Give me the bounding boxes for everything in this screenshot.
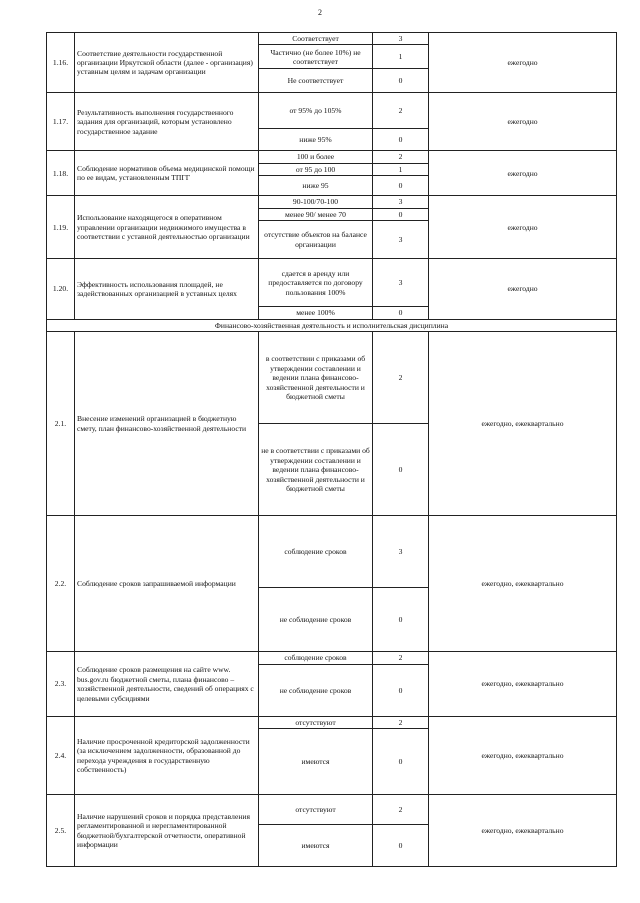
condition-cell: имеются — [259, 825, 373, 867]
condition-cell: менее 90/ менее 70 — [259, 208, 373, 220]
score-cell: 0 — [373, 664, 429, 716]
criteria-table — [46, 32, 617, 867]
score-cell: 3 — [373, 33, 429, 45]
score-cell: 3 — [373, 196, 429, 208]
criterion-number: 2.5. — [47, 795, 75, 867]
condition-cell: ниже 95% — [259, 129, 373, 151]
condition-cell: Частично (не более 10%) не соответствует — [259, 45, 373, 69]
score-cell: 2 — [373, 652, 429, 664]
criterion-name: Использование находящегося в оперативном управлении организации недвижимого имущества в соответствии с уставной деятельностью организации — [75, 196, 259, 259]
condition-cell: имеются — [259, 729, 373, 795]
score-cell: 2 — [373, 332, 429, 424]
criterion-name: Соблюдение сроков запрашиваемой информации — [75, 516, 259, 652]
frequency-cell: ежегодно, ежеквартально — [429, 716, 617, 794]
condition-cell: менее 100% — [259, 307, 373, 319]
score-cell: 3 — [373, 516, 429, 588]
score-cell: 3 — [373, 259, 429, 307]
condition-cell: отсутствие объектов на балансе организации — [259, 221, 373, 259]
table-row — [47, 516, 617, 588]
condition-cell: сдается в аренду или предоставляется по договору пользования 100% — [259, 259, 373, 307]
score-cell: 0 — [373, 729, 429, 795]
condition-cell: ниже 95 — [259, 176, 373, 196]
criterion-number: 1.17. — [47, 93, 75, 151]
criterion-number: 1.18. — [47, 151, 75, 196]
score-cell: 0 — [373, 69, 429, 93]
condition-cell: 100 и более — [259, 151, 373, 163]
score-cell: 2 — [373, 795, 429, 825]
score-cell: 2 — [373, 151, 429, 163]
frequency-cell: ежегодно — [429, 93, 617, 151]
criterion-name: Внесение изменений организацией в бюджетную смету, план финансово-хозяйственной деятельности — [75, 332, 259, 516]
condition-cell: соблюдение сроков — [259, 652, 373, 664]
condition-cell: Не соответствует — [259, 69, 373, 93]
condition-cell: отсутствуют — [259, 795, 373, 825]
condition-cell: в соответствии с приказами об утверждении составлении и ведении плана финансово-хозяйственной деятельности и бюджетной сметы — [259, 332, 373, 424]
score-cell: 1 — [373, 163, 429, 175]
score-cell: 2 — [373, 716, 429, 728]
criterion-name: Наличие просроченной кредиторской задолженности (за исключением задолженности, образованной до перехода учреждения в государственную собственность) — [75, 716, 259, 794]
table-row — [47, 93, 617, 129]
criterion-name: Эффективность использования площадей, не задействованных организацией в уставных целях — [75, 259, 259, 319]
score-cell: 1 — [373, 45, 429, 69]
criterion-number: 1.20. — [47, 259, 75, 319]
table-row — [47, 716, 617, 728]
score-cell: 2 — [373, 93, 429, 129]
criterion-name: Соответствие деятельности государственной организации Иркутской области (далее - организация) уставным целям и задачам организации — [75, 33, 259, 93]
condition-cell: не соблюдение сроков — [259, 588, 373, 652]
frequency-cell: ежегодно, ежеквартально — [429, 652, 617, 716]
criterion-number: 2.3. — [47, 652, 75, 716]
criterion-number: 2.4. — [47, 716, 75, 794]
frequency-cell: ежегодно — [429, 33, 617, 93]
criterion-name: Результативность выполнения государственного задания для организаций, которым установлено государственное задание — [75, 93, 259, 151]
condition-cell: не в соответствии с приказами об утверждении составлении и ведении плана финансово-хозяйственной деятельности и бюджетной сметы — [259, 424, 373, 516]
page-number: 2 — [318, 8, 322, 17]
score-cell: 0 — [373, 208, 429, 220]
table-row — [47, 652, 617, 664]
score-cell: 0 — [373, 129, 429, 151]
criterion-number: 1.19. — [47, 196, 75, 259]
section-row — [47, 319, 617, 331]
criterion-number: 1.16. — [47, 33, 75, 93]
frequency-cell: ежегодно — [429, 196, 617, 259]
frequency-cell: ежегодно, ежеквартально — [429, 795, 617, 867]
table-row — [47, 332, 617, 424]
condition-cell: не соблюдение сроков — [259, 664, 373, 716]
criterion-name: Соблюдение нормативов объема медицинской помощи по ее видам, установленным ТПГГ — [75, 151, 259, 196]
score-cell: 0 — [373, 307, 429, 319]
condition-cell: от 95% до 105% — [259, 93, 373, 129]
table-row — [47, 33, 617, 45]
table-row — [47, 151, 617, 163]
frequency-cell: ежегодно, ежеквартально — [429, 516, 617, 652]
criterion-number: 2.2. — [47, 516, 75, 652]
criterion-number: 2.1. — [47, 332, 75, 516]
criterion-name: Соблюдение сроков размещения на сайте www. bus.gov.ru бюджетной сметы, плана финансово – хозяйственной деятельности, сведений об операциях с целевыми субсидиями — [75, 652, 259, 716]
score-cell: 0 — [373, 588, 429, 652]
criterion-name: Наличие нарушений сроков и порядка представления регламентированной и нерегламентированной бюджетной/бухгалтерской отчетности, оперативной информации — [75, 795, 259, 867]
condition-cell: соблюдение сроков — [259, 516, 373, 588]
condition-cell: отсутствуют — [259, 716, 373, 728]
frequency-cell: ежегодно — [429, 259, 617, 319]
score-cell: 3 — [373, 221, 429, 259]
score-cell: 0 — [373, 424, 429, 516]
condition-cell: 90-100/70-100 — [259, 196, 373, 208]
frequency-cell: ежегодно, ежеквартально — [429, 332, 617, 516]
section-title: Финансово-хозяйственная деятельность и исполнительская дисциплина — [47, 319, 617, 331]
table-row — [47, 259, 617, 307]
condition-cell: от 95 до 100 — [259, 163, 373, 175]
score-cell: 0 — [373, 825, 429, 867]
score-cell: 0 — [373, 176, 429, 196]
frequency-cell: ежегодно — [429, 151, 617, 196]
table-row — [47, 196, 617, 208]
condition-cell: Соответствует — [259, 33, 373, 45]
table-row — [47, 795, 617, 825]
